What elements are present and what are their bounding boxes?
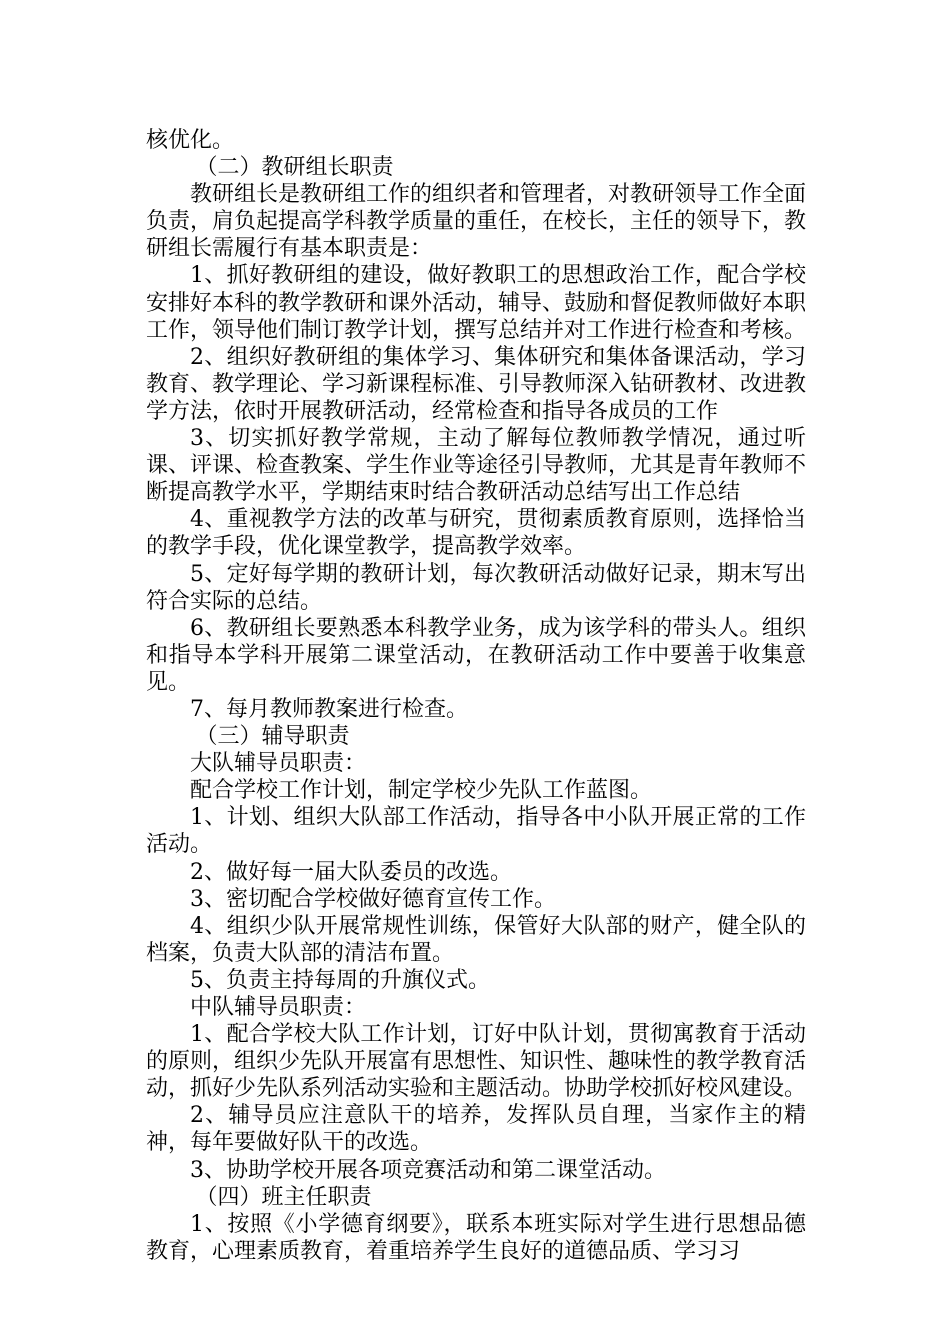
section-heading-3: （三）辅导职责 — [195, 724, 350, 750]
list-item: 2、做好每一届大队委员的改选。 — [190, 859, 512, 885]
list-item: 5、负责主持每周的升旗仪式。 — [190, 967, 490, 993]
paragraph-continuation: 核优化。 — [146, 128, 235, 153]
list-item: 2、组织好教研组的集体学习、集体研究和集体备课活动，学习教育、教学理论、学习新课程标准、引导教师深入钻研教材、改进教学方法，依时开展教研活动，经常检查和指导各成员的工作 — [146, 344, 807, 424]
list-item: 2、辅导员应注意队干的培养，发挥队员自理，当家作主的精神，每年要做好队干的改选。 — [146, 1103, 806, 1156]
section-heading-2: （二）教研组长职责 — [195, 155, 394, 181]
list-item: 3、切实抓好教学常规，主动了解每位教师教学情况，通过听课、评课、检查教案、学生作业等途径引导教师，尤其是青年教师不断提高教学水平，学期结束时结合教研活动总结写出工作总结 — [146, 426, 807, 506]
paragraph: 配合学校工作计划，制定学校少先队工作蓝图。 — [190, 778, 653, 804]
list-item: 1、计划、组织大队部工作活动，指导各中小队开展正常的工作活动。 — [146, 805, 806, 858]
list-item: 1、按照《小学德育纲要》，联系本班实际对学生进行思想品德教育，心理素质教育，着重培养学生良好的道德品质、学习习 — [146, 1211, 806, 1264]
list-item: 5、定好每学期的教研计划，每次教研活动做好记录，期末写出符合实际的总结。 — [146, 561, 806, 614]
list-item: 3、协助学校开展各项竞赛活动和第二课堂活动。 — [190, 1157, 666, 1183]
list-item: 6、教研组长要熟悉本科教学业务，成为该学科的带头人。组织和指导本学科开展第二课堂活动，在教研活动工作中要善于收集意见。 — [146, 615, 806, 695]
list-item: 4、重视教学方法的改革与研究，贯彻素质教育原则，选择恰当的教学手段，优化课堂教学，提高教学效率。 — [146, 507, 806, 560]
paragraph: 教研组长是教研组工作的组织者和管理者，对教研领导工作全面负责，肩负起提高学科教学质量的重任，在校长，主任的领导下，教研组长需履行有基本职责是： — [146, 182, 807, 262]
list-item: 3、密切配合学校做好德育宣传工作。 — [190, 886, 556, 912]
list-item: 4、组织少队开展常规性训练，保管好大队部的财产，健全队的档案，负责大队部的清洁布置。 — [146, 913, 806, 966]
list-item: 7、每月教师教案进行检查。 — [190, 696, 468, 722]
list-item: 1、配合学校大队工作计划，订好中队计划，贯彻寓教育于活动的原则，组织少先队开展富有思想性、知识性、趣味性的教学教育活动，抓好少先队系列活动实验和主题活动。协助学校抓好校风建设。 — [146, 1022, 807, 1102]
document-page — [146, 127, 806, 1265]
subheading: 大队辅导员职责： — [190, 751, 367, 777]
list-item: 1、抓好教研组的建设，做好教职工的思想政治工作，配合学校安排好本科的教学教研和课外活动，辅导、鼓励和督促教师做好本职工作，领导他们制订教学计划，撰写总结并对工作进行检查和考核。 — [146, 263, 807, 343]
subheading: 中队辅导员职责： — [190, 995, 367, 1020]
section-heading-4: （四）班主任职责 — [195, 1184, 372, 1210]
